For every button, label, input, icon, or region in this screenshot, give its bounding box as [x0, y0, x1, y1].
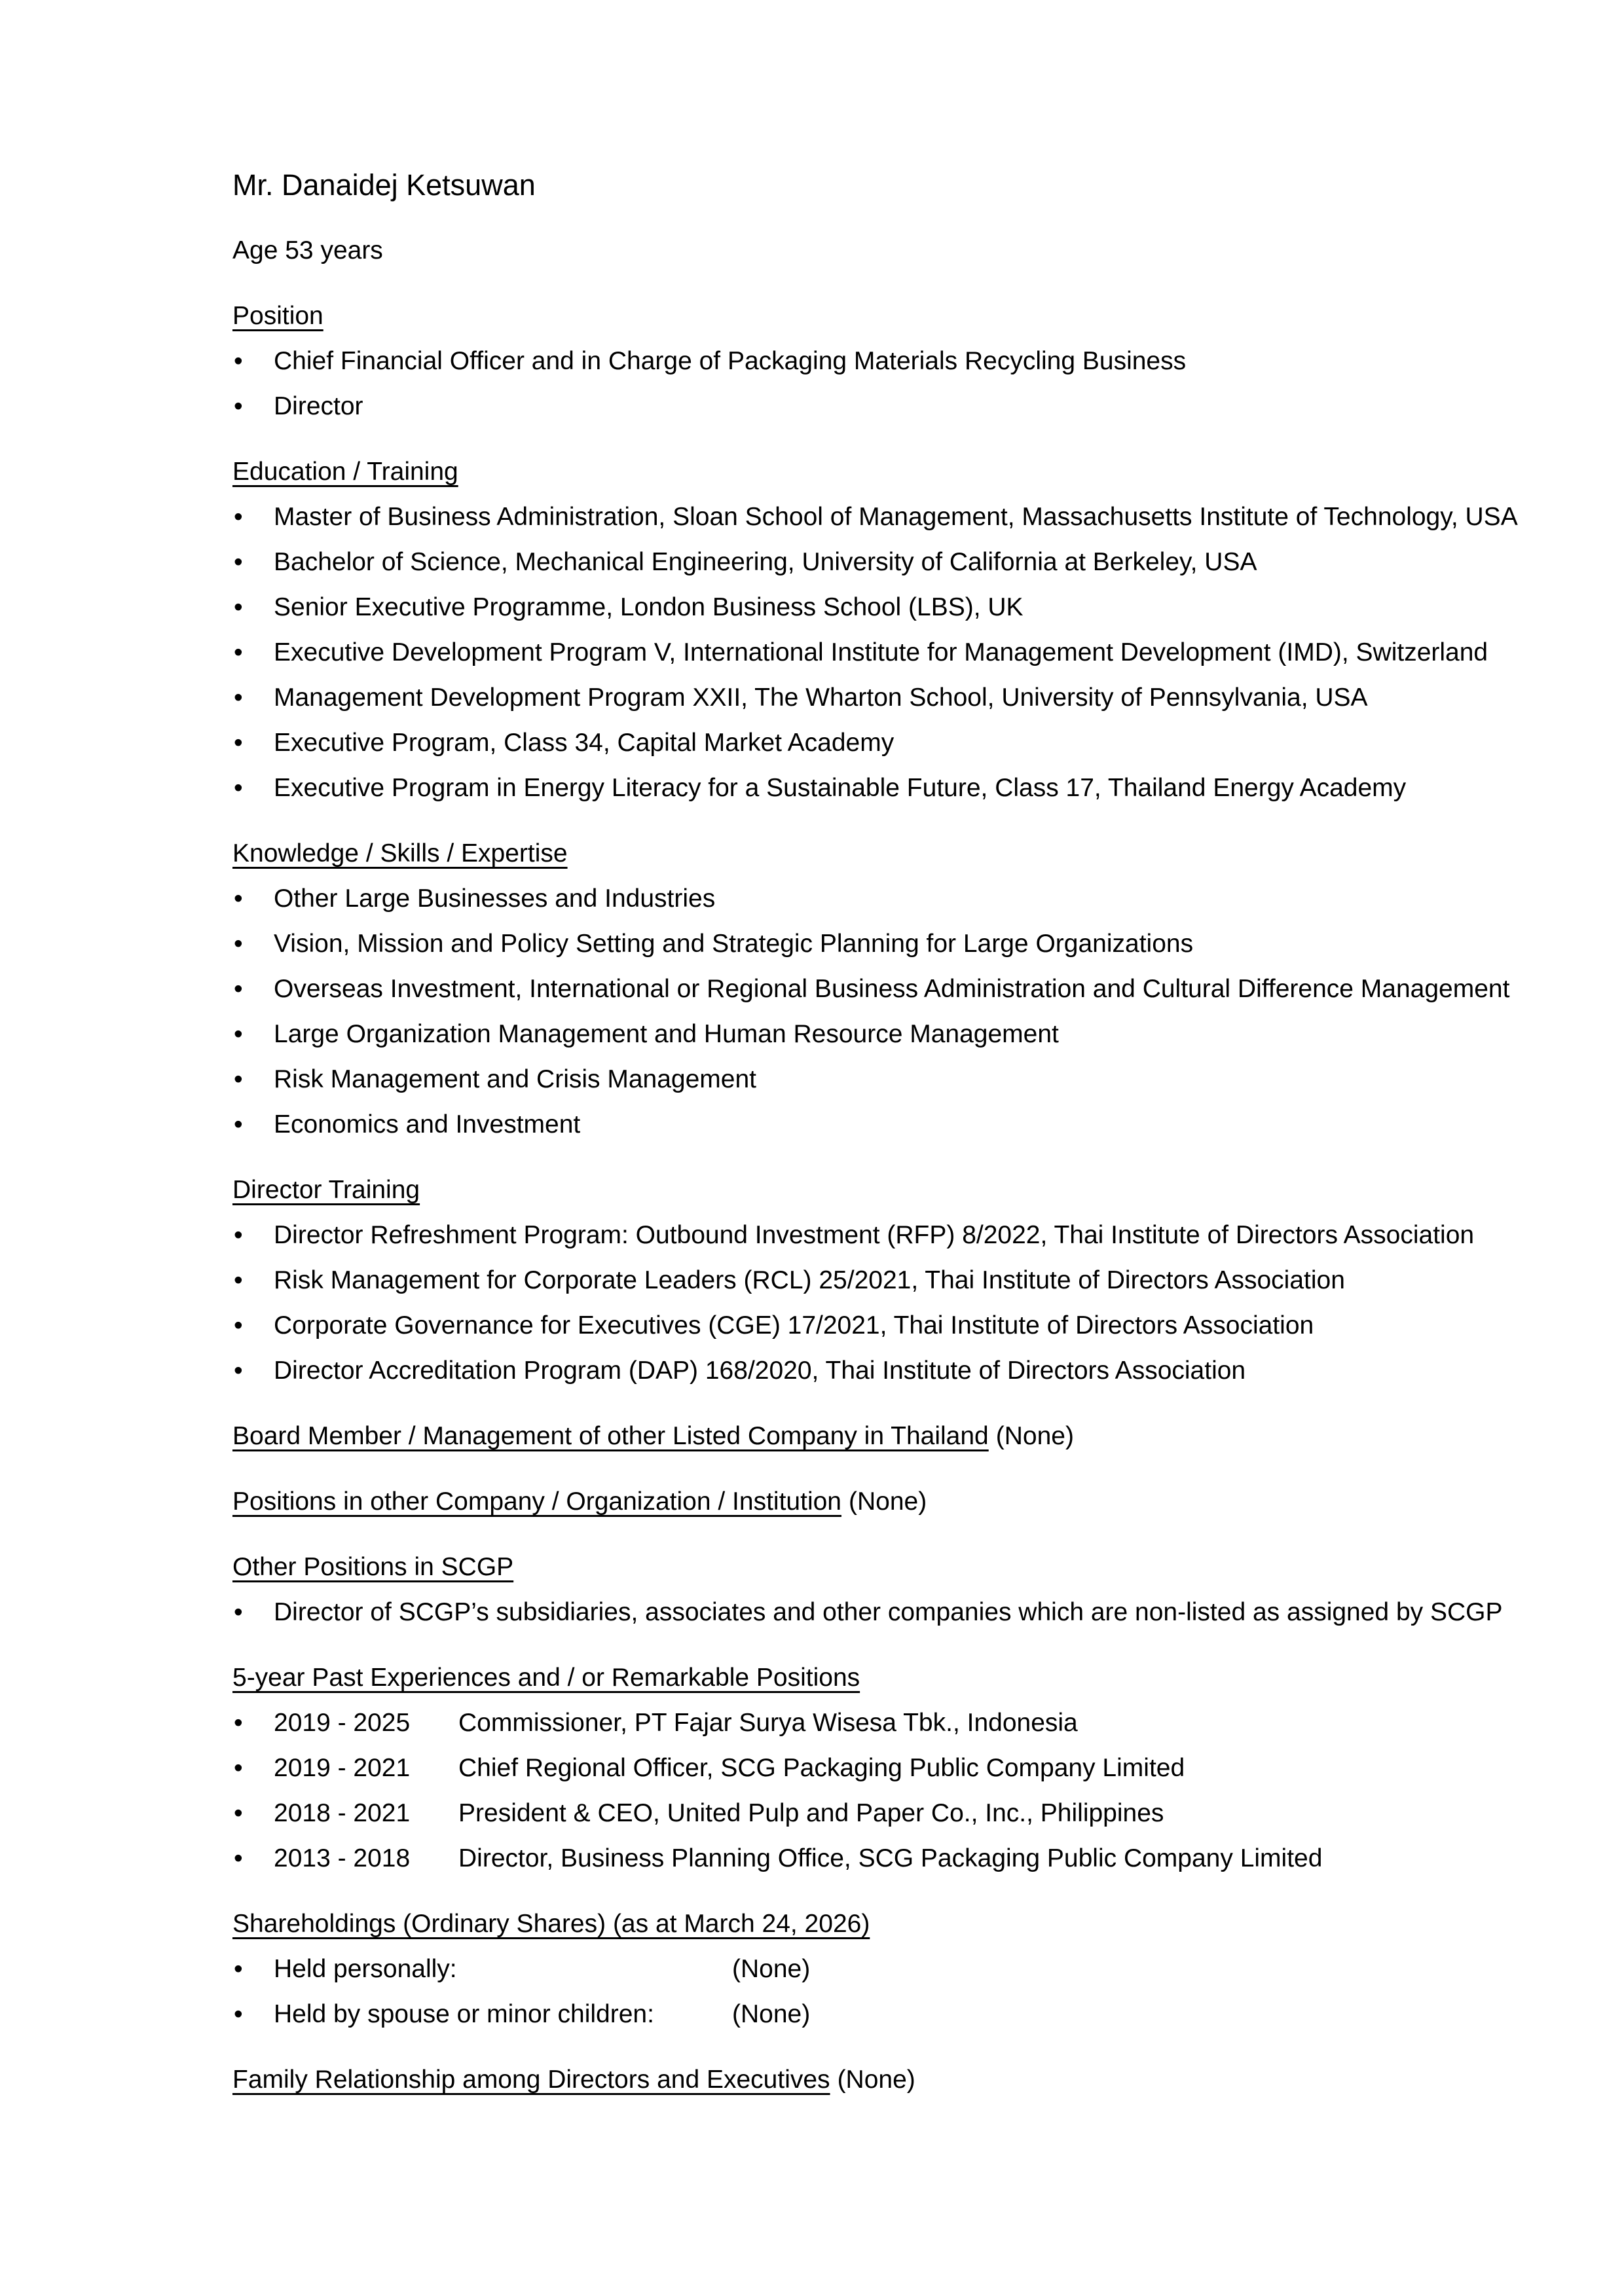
list-item — [232, 1258, 1591, 1303]
bullet-icon: • — [234, 1754, 243, 1782]
list-item-text: Vision, Mission and Policy Setting and Strategic Planning for Large Organizations — [274, 930, 1194, 958]
bullet-icon: • — [234, 1311, 243, 1339]
list-item-text: Risk Management and Crisis Management — [274, 1065, 757, 1093]
bullet-icon: • — [234, 638, 243, 666]
heading-text: Director Training — [232, 1176, 420, 1204]
section-heading-past-experiences — [232, 1655, 1591, 1700]
bullet-icon: • — [234, 884, 243, 913]
section-heading-family-relationship — [232, 2057, 1591, 2102]
bullet-icon: • — [234, 1110, 243, 1139]
heading-text: Position — [232, 302, 323, 330]
bullet-icon: • — [234, 1709, 243, 1737]
list-item-text: Large Organization Management and Human Resource Management — [274, 1020, 1059, 1048]
bullet-icon: • — [234, 593, 243, 621]
bullet-icon: • — [234, 1020, 243, 1048]
experience-text: President & CEO, United Pulp and Paper Co., Inc., Philippines — [458, 1799, 1164, 1827]
list-item — [232, 1303, 1591, 1348]
shareholding-row — [232, 1946, 1591, 1992]
list-item — [232, 720, 1591, 765]
heading-text: Shareholdings (Ordinary Shares) (as at March 24, 2026) — [232, 1910, 870, 1938]
bullet-icon: • — [234, 1598, 243, 1626]
list-item-text: Executive Program in Energy Literacy for a Sustainable Future, Class 17, Thailand Energy Academy — [274, 774, 1407, 802]
heading-text: 5-year Past Experiences and / or Remarkable Positions — [232, 1664, 860, 1692]
list-item — [232, 1057, 1591, 1102]
list-item — [232, 384, 1591, 429]
bullet-icon: • — [234, 1065, 243, 1093]
shareholding-label: Held by spouse or minor children: — [274, 2000, 654, 2028]
section-heading-positions-other-company — [232, 1479, 1591, 1524]
none-value: (None) — [995, 1422, 1074, 1450]
experience-text: Commissioner, PT Fajar Surya Wisesa Tbk., Indonesia — [458, 1709, 1078, 1737]
list-item — [232, 966, 1591, 1011]
experience-period: 2018 - 2021 — [274, 1799, 411, 1827]
bullet-icon: • — [234, 729, 243, 757]
section-heading-shareholdings — [232, 1901, 1591, 1946]
section-heading-board-member-other-listed — [232, 1413, 1591, 1459]
list-item — [232, 494, 1591, 539]
bullet-icon: • — [234, 1799, 243, 1827]
bullet-icon: • — [234, 392, 243, 420]
list-item-text: Other Large Businesses and Industries — [274, 884, 716, 913]
heading-text: Positions in other Company / Organization / Institution — [232, 1487, 841, 1516]
bullet-icon: • — [234, 1955, 243, 1983]
experience-text: Director, Business Planning Office, SCG Packaging Public Company Limited — [458, 1844, 1323, 1872]
shareholding-row — [232, 1992, 1591, 2037]
none-value: (None) — [837, 2066, 915, 2094]
none-value: (None) — [848, 1487, 927, 1516]
heading-text: Board Member / Management of other Listed Company in Thailand — [232, 1422, 989, 1450]
experience-text: Chief Regional Officer, SCG Packaging Public Company Limited — [458, 1754, 1185, 1782]
list-item — [232, 1102, 1591, 1147]
list-item-text: Director Accreditation Program (DAP) 168/2020, Thai Institute of Directors Association — [274, 1357, 1246, 1385]
list-item-text: Risk Management for Corporate Leaders (RCL) 25/2021, Thai Institute of Directors Association — [274, 1266, 1345, 1294]
list-item-text: Management Development Program XXII, The Wharton School, University of Pennsylvania, USA — [274, 683, 1368, 712]
list-item-text: Economics and Investment — [274, 1110, 581, 1139]
age-text: Age 53 years — [232, 236, 383, 264]
heading-text: Knowledge / Skills / Expertise — [232, 839, 568, 867]
list-item-text: Director Refreshment Program: Outbound Investment (RFP) 8/2022, Thai Institute of Directors Association — [274, 1221, 1475, 1249]
bullet-icon: • — [234, 2000, 243, 2028]
section-heading-education-training — [232, 449, 1591, 494]
bullet-icon: • — [234, 683, 243, 712]
bullet-icon: • — [234, 975, 243, 1003]
list-item — [232, 630, 1591, 675]
list-item-text: Bachelor of Science, Mechanical Engineering, University of California at Berkeley, USA — [274, 548, 1257, 576]
shareholding-value: (None) — [732, 2000, 811, 2028]
shareholding-label: Held personally: — [274, 1955, 457, 1983]
section-heading-director-training — [232, 1167, 1591, 1212]
heading-text: Education / Training — [232, 458, 458, 486]
list-item-text: Overseas Investment, International or Regional Business Administration and Cultural Difference Management — [274, 975, 1510, 1003]
bullet-icon: • — [234, 1844, 243, 1872]
list-item-text: Director of SCGP’s subsidiaries, associates and other companies which are non-listed as assigned by SCGP — [274, 1598, 1503, 1626]
experience-row — [232, 1745, 1591, 1791]
bullet-icon: • — [234, 347, 243, 375]
list-item-text: Corporate Governance for Executives (CGE) 17/2021, Thai Institute of Directors Association — [274, 1311, 1314, 1339]
page-title: Mr. Danaidej Ketsuwan — [232, 168, 536, 202]
list-item-text: Director — [274, 392, 363, 420]
section-heading-other-positions-scgp — [232, 1544, 1591, 1590]
heading-text: Other Positions in SCGP — [232, 1553, 514, 1581]
list-item — [232, 1590, 1591, 1635]
list-item — [232, 338, 1591, 384]
shareholding-value: (None) — [732, 1955, 811, 1983]
experience-period: 2019 - 2025 — [274, 1709, 411, 1737]
bullet-icon: • — [234, 548, 243, 576]
list-item-text: Executive Development Program V, International Institute for Management Development (IMD), Switzerland — [274, 638, 1488, 666]
list-item — [232, 1348, 1591, 1393]
list-item-text: Senior Executive Programme, London Business School (LBS), UK — [274, 593, 1024, 621]
experience-period: 2013 - 2018 — [274, 1844, 411, 1872]
experience-row — [232, 1836, 1591, 1881]
experience-row — [232, 1791, 1591, 1836]
list-item-text: Executive Program, Class 34, Capital Market Academy — [274, 729, 895, 757]
list-item — [232, 1212, 1591, 1258]
list-item — [232, 675, 1591, 720]
list-item-text: Chief Financial Officer and in Charge of Packaging Materials Recycling Business — [274, 347, 1187, 375]
list-item — [232, 585, 1591, 630]
bullet-icon: • — [234, 1221, 243, 1249]
section-heading-position — [232, 293, 1591, 338]
section-heading-knowledge-skills-expertise — [232, 831, 1591, 876]
experience-period: 2019 - 2021 — [274, 1754, 411, 1782]
bullet-icon: • — [234, 1266, 243, 1294]
list-item — [232, 921, 1591, 966]
list-item-text: Master of Business Administration, Sloan School of Management, Massachusetts Institute of Technology, USA — [274, 503, 1518, 531]
experience-row — [232, 1700, 1591, 1745]
bullet-icon: • — [234, 774, 243, 802]
list-item — [232, 765, 1591, 811]
bullet-icon: • — [234, 503, 243, 531]
heading-text: Family Relationship among Directors and Executives — [232, 2066, 830, 2094]
list-item — [232, 876, 1591, 921]
bullet-icon: • — [234, 930, 243, 958]
bullet-icon: • — [234, 1357, 243, 1385]
list-item — [232, 1011, 1591, 1057]
list-item — [232, 539, 1591, 585]
